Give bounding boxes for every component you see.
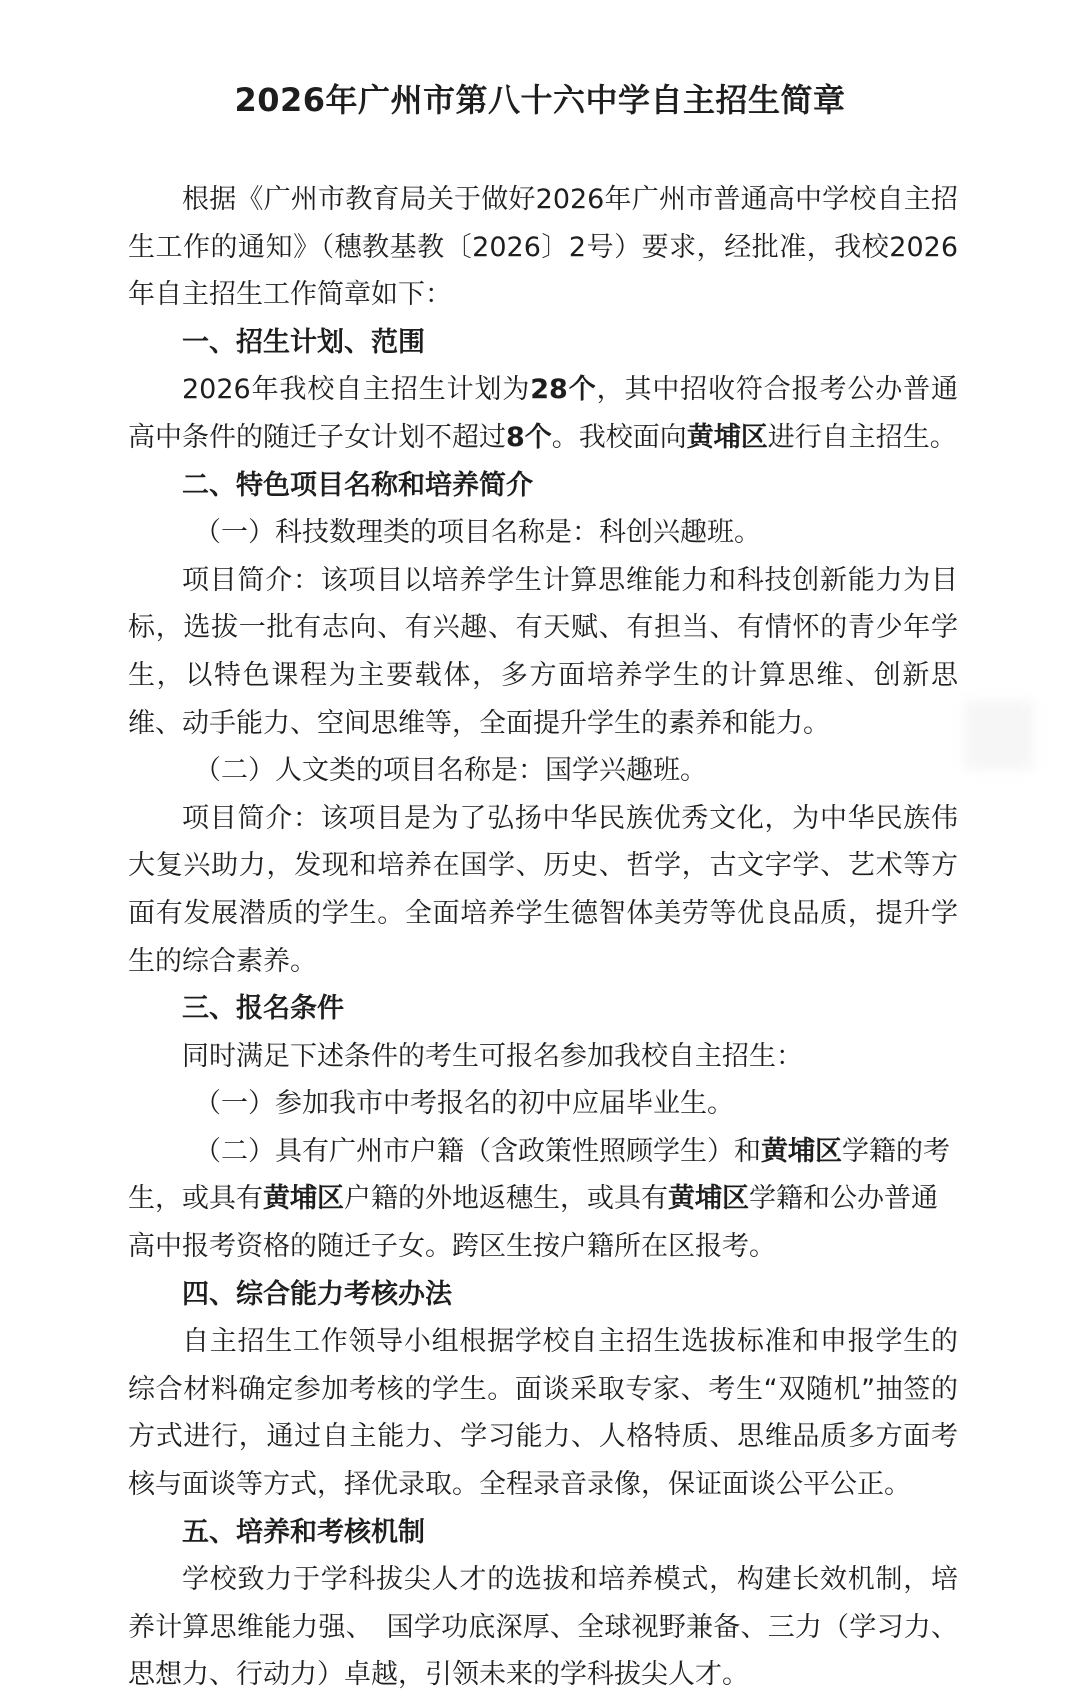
plan-text-e: 。我校面向 — [551, 421, 687, 453]
section-heading-projects: 二、特色项目名称和培养简介 — [182, 469, 533, 501]
training-paragraph: 学校致力于学科拔尖人才的选拔和培养模式，构建长效机制，培养计算思维能力强、 国学功底深厚、全球视野兼备、三力（学习力、思想力、行动力）卓越，引领未来的学科拔尖人才。 — [128, 1564, 958, 1691]
plan-text-g: 进行自主招生。 — [767, 421, 957, 453]
plan-text-c: ，其中招收符合报考公办普通高中条件的随迁子女计划不超过 — [128, 374, 958, 453]
eligibility-text-a: （二）具有广州市户籍（含政策性照顾学生）和 — [194, 1135, 761, 1167]
assessment-paragraph: 自主招生工作领导小组根据学校自主招生选拔标准和申报学生的综合材料确定参加考核的学生。面谈采取专家、考生“双随机”抽签的方式进行，通过自主能力、学习能力、人格特质、思维品质多方面考核与面谈等方式，择优录取。全程录音录像，保证面谈公平公正。 — [128, 1326, 958, 1501]
plan-text-a: 2026年我校自主招生计划为 — [182, 374, 531, 406]
plan-district: 黄埔区 — [686, 421, 768, 453]
intro-paragraph: 根据《广州市教育局关于做好2026年广州市普通高中学校自主招生工作的通知》（穗教基教〔2026〕2号）要求，经批准，我校2026年自主招生工作简章如下： — [128, 184, 958, 311]
scan-smudge — [964, 700, 1034, 770]
document-body — [128, 176, 958, 1699]
eligibility-item-1: （一）参加我市中考报名的初中应届毕业生。 — [194, 1088, 734, 1120]
project-desc-science: 项目简介：该项目以培养学生计算思维能力和科技创新能力为目标，选拔一批有志向、有兴趣、有天赋、有担当、有情怀的青少年学生，以特色课程为主要载体，多方面培养学生的计算思维、创新思维、动手能力、空间思维等，全面提升学生的素养和能力。 — [128, 564, 958, 739]
eligibility-lead: 同时满足下述条件的考生可报名参加我校自主招生： — [182, 1040, 803, 1072]
eligibility-text-c: 学籍的考生，或具有 — [128, 1135, 950, 1215]
eligibility-text-e: 户籍的外地返穗生，或具有 — [344, 1183, 668, 1215]
project-item-humanities: （二）人文类的项目名称是：国学兴趣班。 — [194, 755, 707, 787]
section-heading-training: 五、培养和考核机制 — [182, 1516, 425, 1548]
project-desc-humanities: 项目简介：该项目是为了弘扬中华民族优秀文化，为中华民族伟大复兴助力，发现和培养在国学、历史、哲学，古文字学、艺术等方面有发展潜质的学生。全面培养学生德智体美劳等优良品质，提升学生的综合素养。 — [128, 802, 958, 977]
plan-paragraph — [128, 366, 958, 461]
eligibility-item-2 — [128, 1128, 958, 1271]
project-item-science: （一）科技数理类的项目名称是：科创兴趣班。 — [194, 517, 761, 549]
eligibility-district-1: 黄埔区 — [761, 1135, 842, 1167]
eligibility-district-3: 黄埔区 — [668, 1183, 749, 1215]
eligibility-text-g: 学籍和公办普通高中报考资格的随迁子女。跨区生按户籍所在区报考。 — [128, 1183, 938, 1263]
eligibility-district-2: 黄埔区 — [263, 1183, 344, 1215]
section-heading-assessment: 四、综合能力考核办法 — [182, 1278, 452, 1310]
section-heading-plan: 一、招生计划、范围 — [182, 326, 425, 358]
plan-quota-migrant: 8个 — [506, 421, 552, 453]
document-title: 2026年广州市第八十六中学自主招生简章 — [234, 81, 846, 119]
plan-quota-total: 28个 — [530, 374, 597, 406]
section-heading-eligibility: 三、报名条件 — [182, 993, 344, 1025]
